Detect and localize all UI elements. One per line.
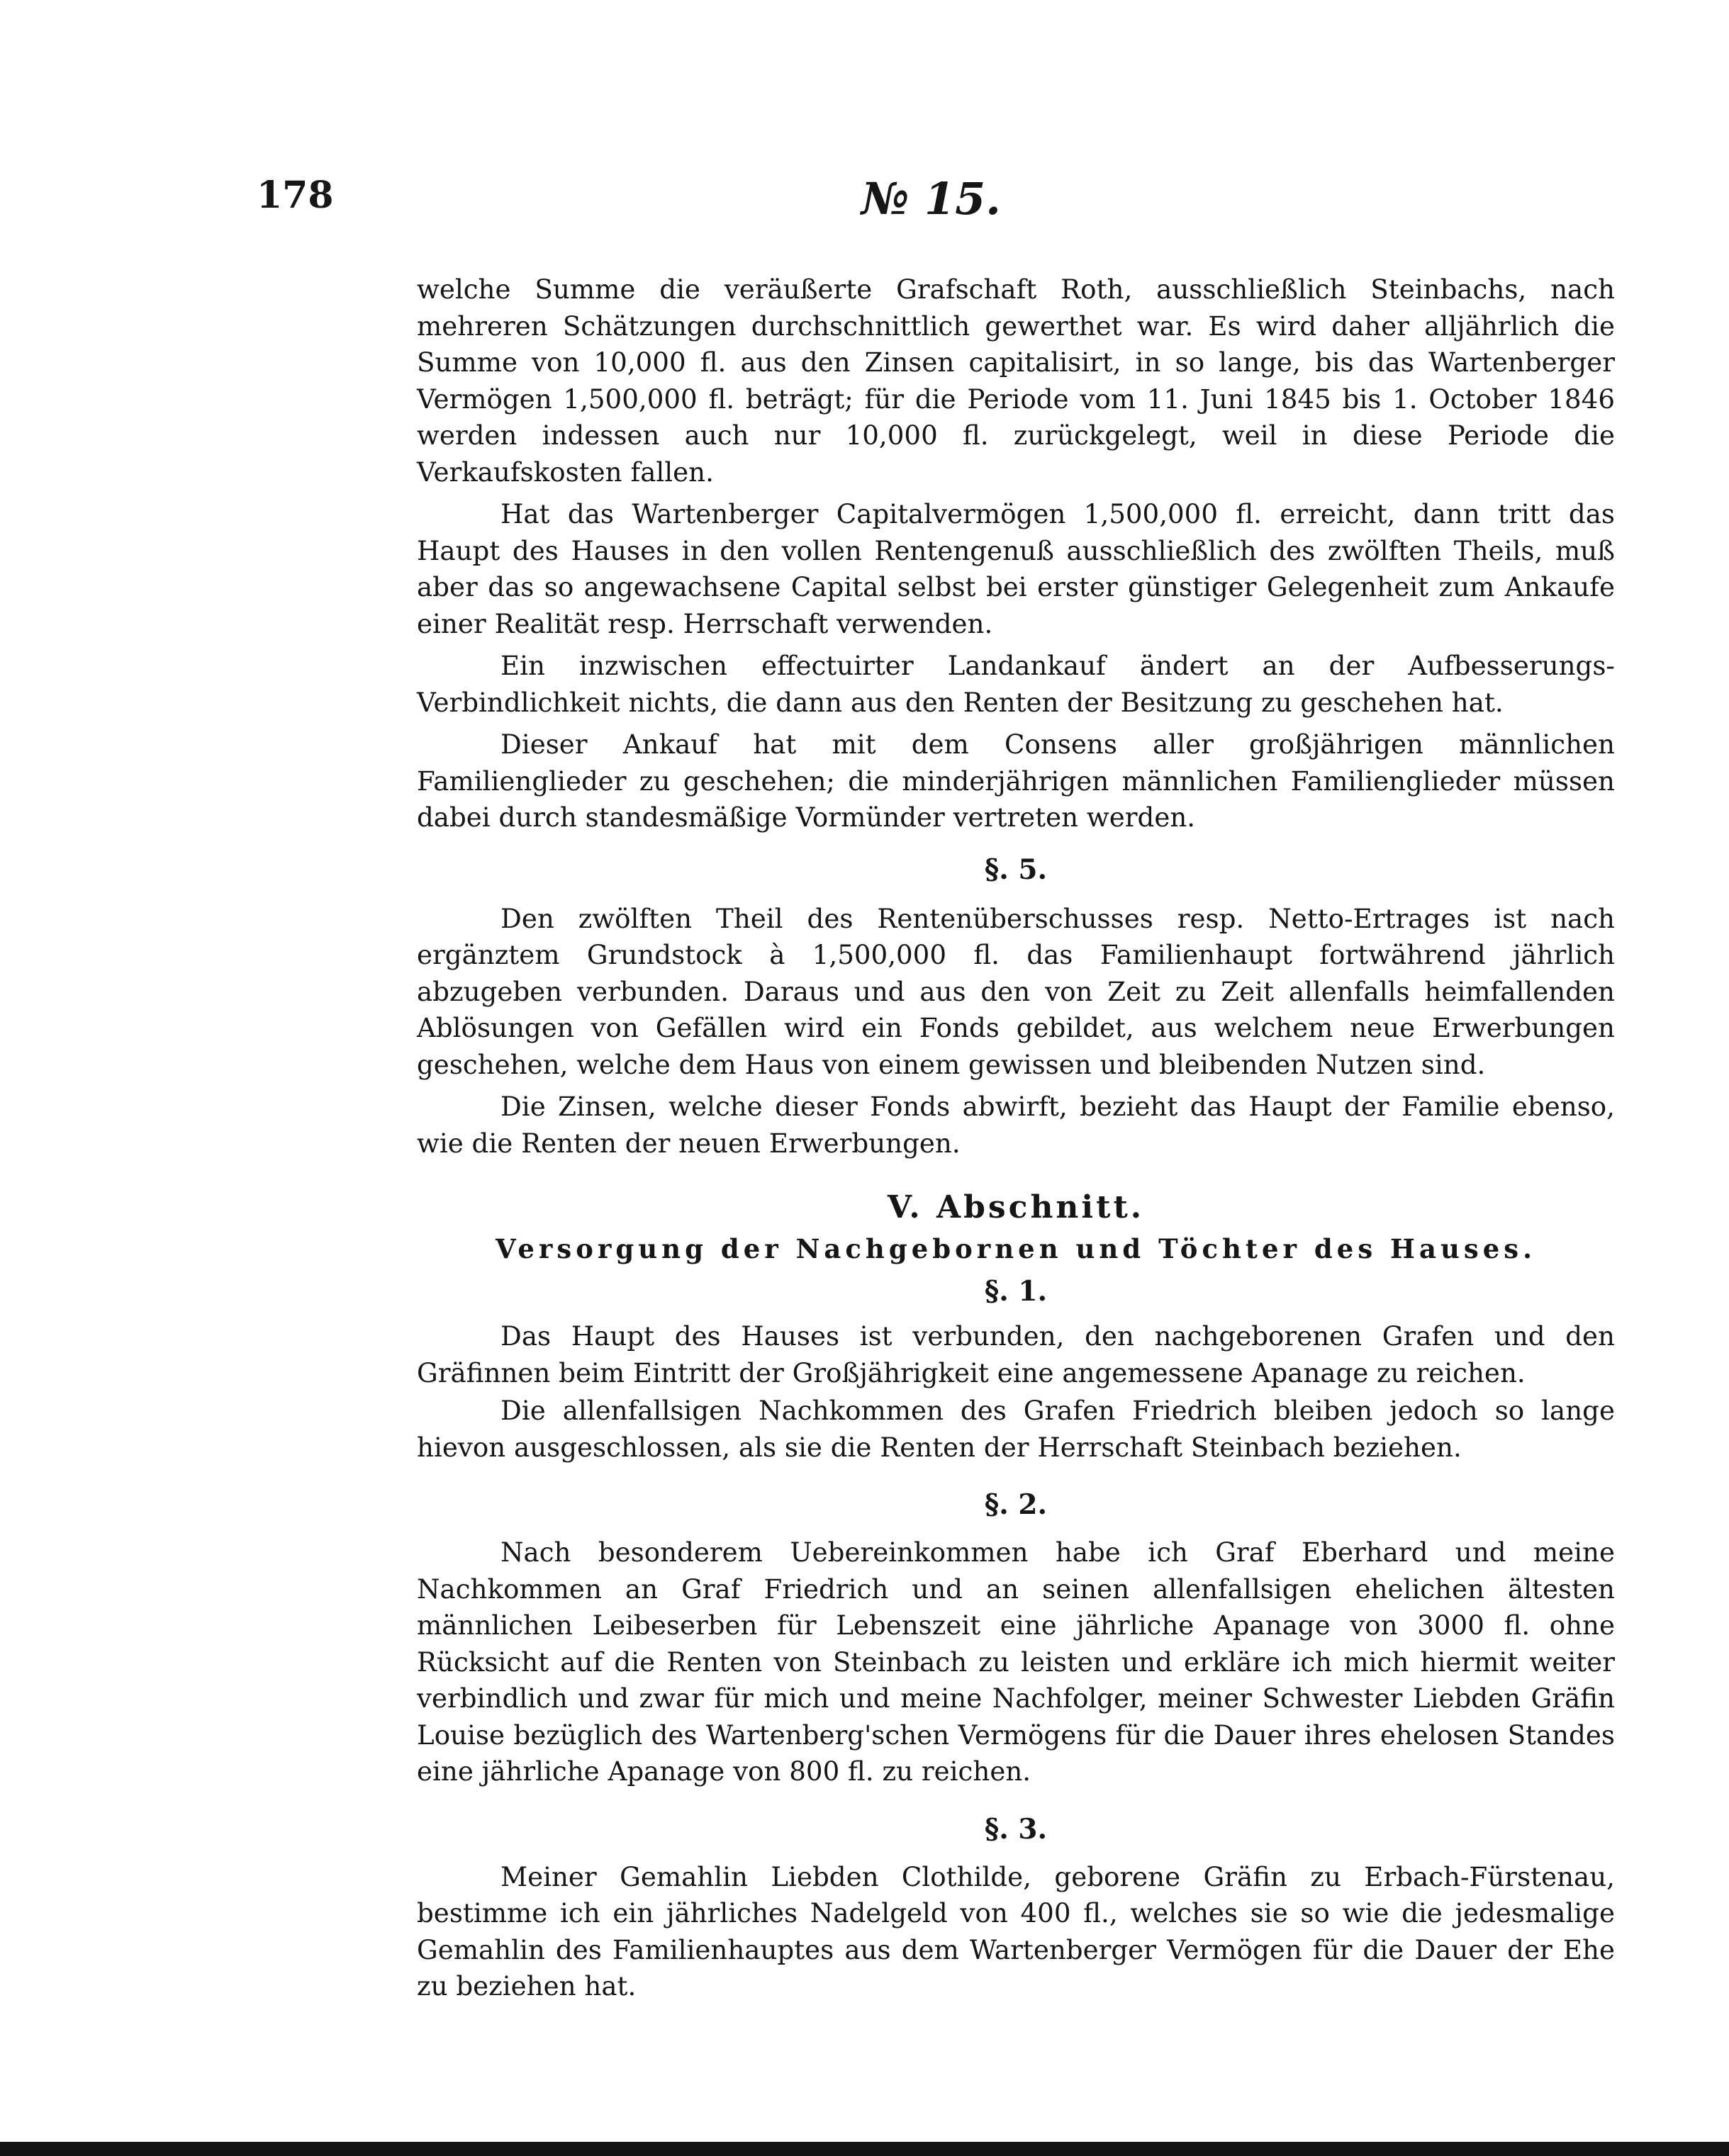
paragraph: welche Summe die veräußerte Grafschaft Roth, ausschließlich Steinbachs, nach mehreren Schätzungen durchschnittlich gewerthet war. Es wird daher alljährlich die Summe von 10,000 fl. aus den Zinsen capitalisirt, in so lange, bis das Wartenberger Vermögen 1,500,000 fl. beträgt; für die Periode vom 11. Juni 1845 bis 1. October 1846 werden indessen auch nur 10,000 fl. zurückgelegt, weil in diese Periode die Verkaufskosten fallen. bbox=[417, 274, 1615, 488]
section-heading: §. 2. bbox=[984, 1488, 1048, 1521]
section-continuation bbox=[417, 271, 1615, 836]
part-section-2 bbox=[417, 1487, 1615, 1790]
section-5 bbox=[417, 852, 1615, 1162]
paragraph: Die Zinsen, welche dieser Fonds abwirft, bezieht das Haupt der Familie ebenso, wie die Renten der neuen Erwerbungen. bbox=[417, 1091, 1615, 1159]
section-heading: §. 5. bbox=[984, 853, 1048, 886]
paragraph: Ein inzwischen effectuirter Landankauf ändert an der Aufbesserungs-Verbindlichkeit nichts, die dann aus den Renten der Besitzung zu geschehen hat. bbox=[417, 650, 1615, 718]
paragraph: Dieser Ankauf hat mit dem Consens aller großjährigen männlichen Familienglieder zu geschehen; die minderjährigen männlichen Familienglieder müssen dabei durch standesmäßige Vormünder vertreten werden. bbox=[417, 729, 1615, 833]
part-v bbox=[417, 1189, 1615, 2005]
paragraph: Den zwölften Theil des Rentenüberschusses resp. Netto-Ertrages ist nach ergänztem Grundstock à 1,500,000 fl. das Familienhaupt fortwährend jährlich abzugeben verbunden. Daraus und aus den von Zeit zu Zeit allenfalls heimfallenden Ablösungen von Gefällen wird ein Fonds gebildet, aus welchem neue Erwerbungen geschehen, welche dem Haus von einem gewissen und bleibenden Nutzen sind. bbox=[417, 902, 1615, 1080]
section-heading: §. 3. bbox=[984, 1812, 1048, 1846]
document-body bbox=[417, 271, 1615, 2005]
paragraph: Die allenfallsigen Nachkommen des Grafen Friedrich bleiben jedoch so lange hievon ausgeschlossen, als sie die Renten der Herrschaft Steinbach beziehen. bbox=[417, 1395, 1615, 1463]
part-subtitle: Versorgung der Nachgebornen und Töchter des Hauses. bbox=[496, 1233, 1536, 1264]
part-title: V. Abschnitt. bbox=[887, 1189, 1145, 1225]
part-section-3 bbox=[417, 1812, 1615, 2005]
paragraph: Hat das Wartenberger Capitalvermögen 1,500,000 fl. erreicht, dann tritt das Haupt des Hauses in den vollen Rentengenuß ausschließlich des zwölften Theils, muß aber das so angewachsene Capital selbst bei erster günstiger Gelegenheit zum Ankaufe einer Realität resp. Herrschaft verwenden. bbox=[417, 498, 1615, 639]
paragraph: Meiner Gemahlin Liebden Clothilde, geborene Gräfin zu Erbach-Fürstenau, bestimme ich ein jährliches Nadelgeld von 400 fl., welches sie so wie die jedesmalige Gemahlin des Familienhauptes aus dem Wartenberger Vermögen für die Dauer der Ehe zu beziehen hat. bbox=[417, 1860, 1615, 2001]
paragraph: Das Haupt des Hauses ist verbunden, den nachgeborenen Grafen und den Gräfinnen beim Eintritt der Großjährigkeit eine angemessene Apanage zu reichen. bbox=[417, 1320, 1615, 1388]
issue-number: № 15. bbox=[861, 173, 1001, 225]
scan-edge-bar bbox=[0, 2142, 1729, 2156]
page-number: 178 bbox=[257, 174, 334, 217]
paragraph: Nach besonderem Uebereinkommen habe ich Graf Eberhard und meine Nachkommen an Graf Friedrich und an seinen allenfallsigen ehelichen ältesten männlichen Leibeserben für Lebenszeit eine jährliche Apanage von 3000 fl. ohne Rücksicht auf die Renten von Steinbach zu leisten und erkläre ich mich hiermit weiter verbindlich und zwar für mich und meine Nachfolger, meiner Schwester Liebden Gräfin Louise bezüglich des Wartenberg'schen Vermögens für die Dauer ihres ehelosen Standes eine jährliche Apanage von 800 fl. zu reichen. bbox=[417, 1537, 1615, 1787]
part-section-1 bbox=[417, 1274, 1615, 1466]
section-heading: §. 1. bbox=[984, 1275, 1048, 1308]
